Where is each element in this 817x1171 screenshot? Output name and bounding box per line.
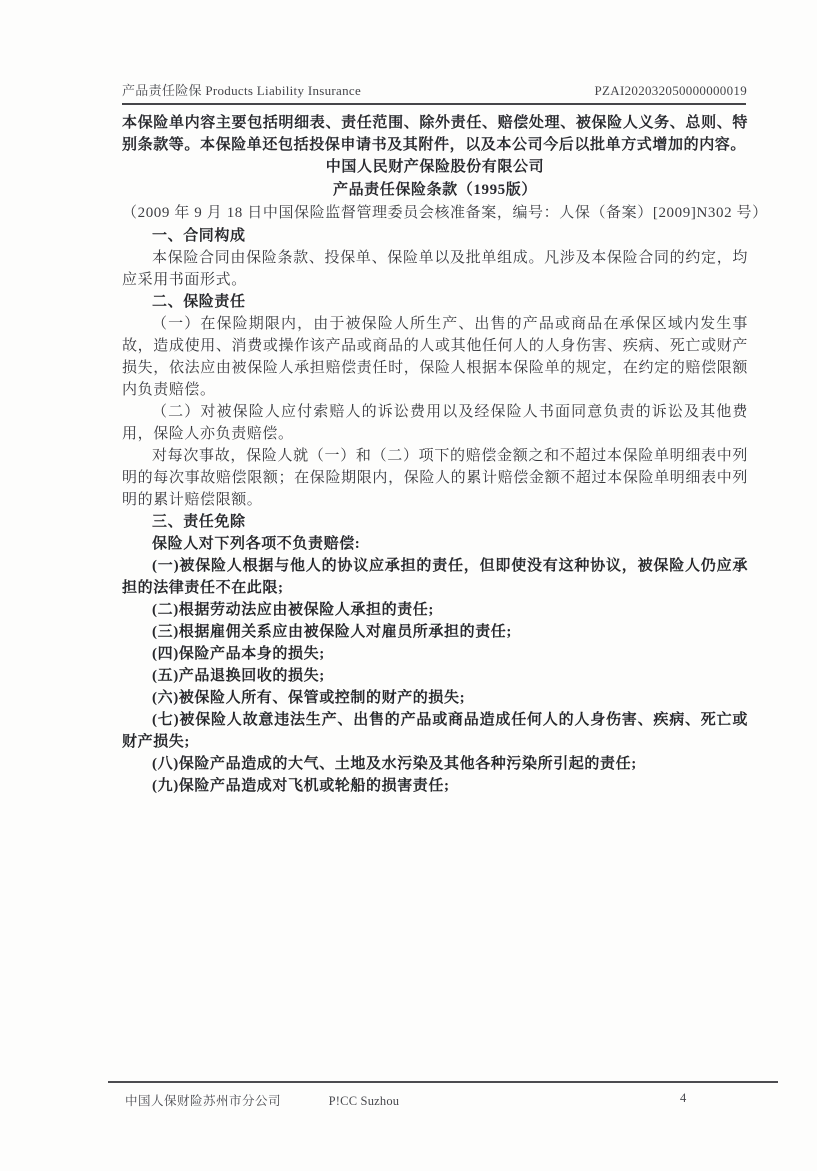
- document-body: [122, 112, 768, 797]
- page-footer: [125, 1091, 747, 1109]
- page-number: 4: [680, 1091, 687, 1105]
- footer-divider: [108, 1081, 778, 1083]
- registration-note: （2009 年 9 月 18 日中国保险监督管理委员会核准备案，编号：人保（备案）[2009]N302 号）: [122, 205, 768, 221]
- header-document-title: 产品责任险保 Products Liability Insurance: [122, 83, 362, 98]
- header-policy-number: PZAI202032050000000019: [594, 83, 747, 98]
- exclusion-item: 保险人对下列各项不负责赔偿:: [152, 536, 361, 552]
- section-heading: 二、保险责任: [152, 294, 246, 310]
- paragraph: 对每次事故，保险人就（一）和（二）项下的赔偿金额之和不超过本保险单明细表中列明的每次事故赔偿限额；在保险期限内，保险人的累计赔偿金额不超过本保险单明细表中列明的累计赔偿限额。: [122, 448, 748, 508]
- document-title: 中国人民财产保险股份有限公司: [325, 159, 545, 175]
- exclusion-item: (六)被保险人所有、保管或控制的财产的损失;: [152, 690, 466, 706]
- footer-company-name: 中国人保财险苏州市分公司: [125, 1094, 282, 1108]
- exclusion-item: (四)保险产品本身的损失;: [152, 646, 325, 662]
- exclusion-item: (八)保险产品造成的大气、土地及水污染及其他各种污染所引起的责任;: [152, 756, 637, 772]
- exclusion-item: (五)产品退换回收的损失;: [152, 668, 325, 684]
- exclusion-item: (一)被保险人根据与他人的协议应承担的责任，但即使没有这种协议，被保险人仍应承担的法律责任不在此限;: [122, 558, 748, 596]
- exclusion-item: (三)根据雇佣关系应由被保险人对雇员所承担的责任;: [152, 624, 512, 640]
- header-divider: [122, 103, 746, 105]
- exclusion-item: (九)保险产品造成对飞机或轮船的损害责任;: [152, 778, 450, 794]
- page-header: [122, 80, 747, 99]
- section-heading: 一、合同构成: [152, 228, 246, 244]
- paragraph: 本保险合同由保险条款、投保单、保险单以及批单组成。凡涉及本保险合同的约定，均应采用书面形式。: [122, 250, 748, 288]
- exclusion-item: (二)根据劳动法应由被保险人承担的责任;: [152, 602, 434, 618]
- intro-paragraph: 本保险单内容主要包括明细表、责任范围、除外责任、赔偿处理、被保险人义务、总则、特别条款等。本保险单还包括投保申请书及其附件，以及本公司今后以批单方式增加的内容。: [122, 115, 748, 153]
- paragraph: （二）对被保险人应付索赔人的诉讼费用以及经保险人书面同意负责的诉讼及其他费用，保险人亦负责赔偿。: [122, 404, 748, 442]
- exclusion-item: (七)被保险人故意违法生产、出售的产品或商品造成任何人的人身伤害、疾病、死亡或财产损失;: [122, 712, 748, 750]
- section-heading: 三、责任免除: [152, 514, 246, 530]
- paragraph: （一）在保险期限内，由于被保险人所生产、出售的产品或商品在承保区域内发生事故，造成使用、消费或操作该产品或商品的人或其他任何人的人身伤害、疾病、死亡或财产损失，依法应由被保险人承担赔偿责任时，保险人根据本保险单的规定，在约定的赔偿限额内负责赔偿。: [122, 316, 748, 398]
- document-title: 产品责任保险条款（1995版）: [332, 182, 537, 198]
- footer-brand-name: P!CC Suzhou: [328, 1094, 400, 1108]
